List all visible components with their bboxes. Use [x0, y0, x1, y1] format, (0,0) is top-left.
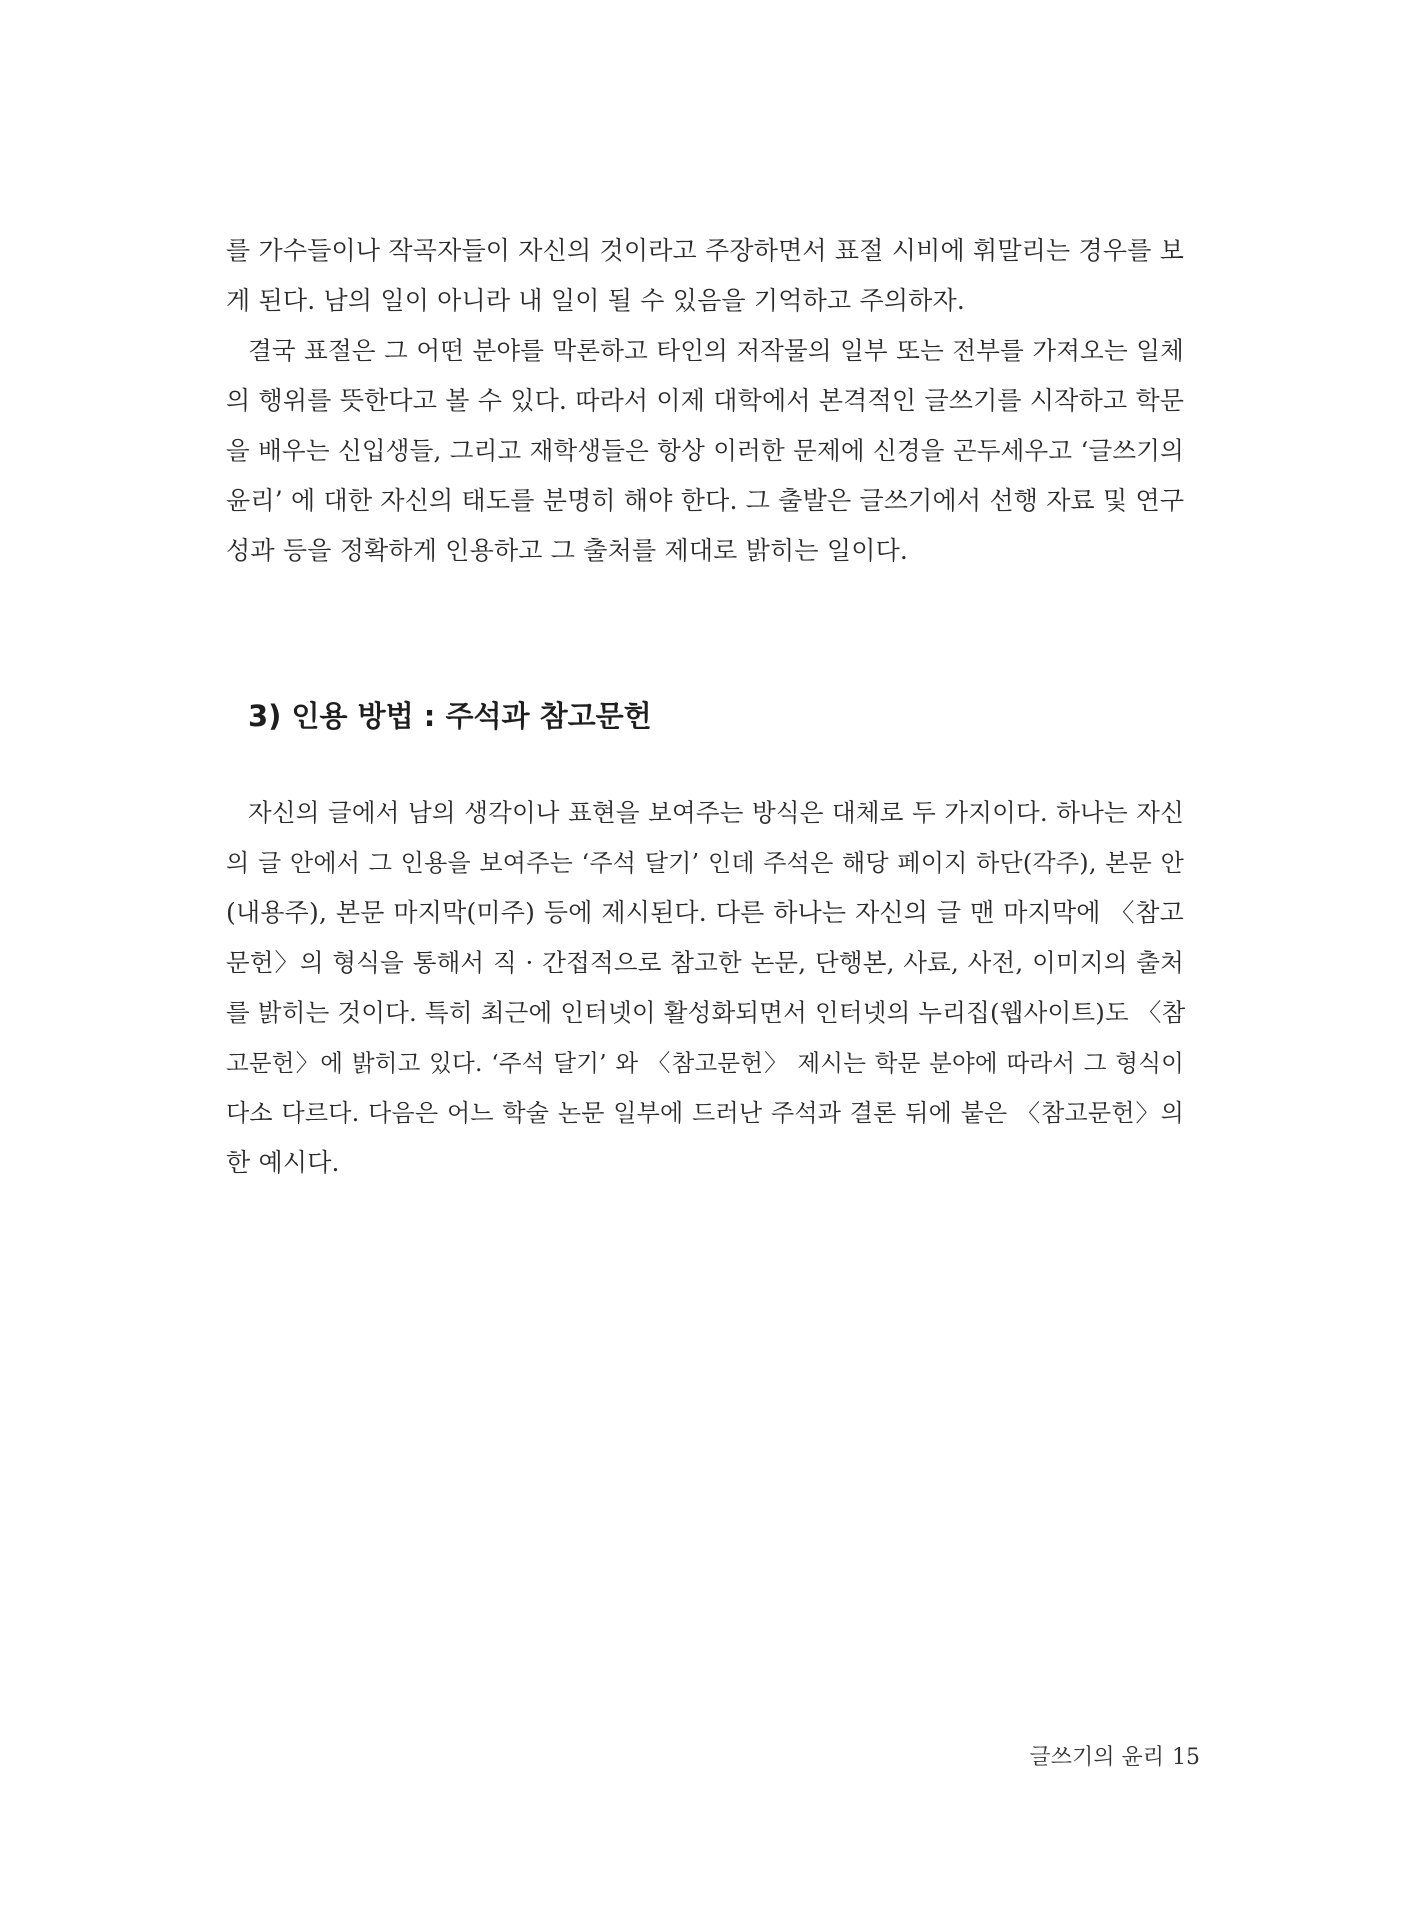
text-line: 다소 다르다. 다음은 어느 학술 논문 일부에 드러난 주석과 결론 뒤에 붙은 〈참고문헌〉의	[226, 1099, 1184, 1127]
page-footer	[1029, 1743, 1200, 1773]
text-line: 의 글 안에서 그 인용을 보여주는 ‘주석 달기’ 인데 주석은 해당 페이지 하단(각주), 본문 안	[226, 849, 1184, 877]
running-title: 글쓰기의 윤리	[1029, 1745, 1164, 1770]
text-line: 문헌〉의 형식을 통해서 직 · 간접적으로 참고한 논문, 단행본, 사료, 사전, 이미지의 출처	[226, 948, 1184, 977]
text-line: 한 예시다.	[226, 1148, 340, 1177]
text-line: 자신의 글에서 남의 생각이나 표현을 보여주는 방식은 대체로 두 가지이다. 하나는 자신	[248, 798, 1184, 827]
text-line: 성과 등을 정확하게 인용하고 그 출처를 제대로 밝히는 일이다.	[226, 536, 909, 565]
text-line: 를 밝히는 것이다. 특히 최근에 인터넷이 활성화되면서 인터넷의 누리집(웹사이트)도 〈참	[226, 998, 1186, 1027]
text-line: 의 행위를 뜻한다고 볼 수 있다. 따라서 이제 대학에서 본격적인 글쓰기를 시작하고 학문	[226, 386, 1185, 415]
text-line: 게 된다. 남의 일이 아니라 내 일이 될 수 있음을 기억하고 주의하자.	[226, 286, 966, 315]
text-line: 를 가수들이나 작곡자들이 자신의 것이라고 주장하면서 표절 시비에 휘말리는 경우를 보	[226, 236, 1185, 265]
text-line: 윤리’ 에 대한 자신의 태도를 분명히 해야 한다. 그 출발은 글쓰기에서 선행 자료 및 연구	[226, 486, 1185, 515]
page-number: 15	[1172, 1745, 1200, 1770]
text-line: 을 배우는 신입생들, 그리고 재학생들은 항상 이러한 문제에 신경을 곤두세우고 ‘글쓰기의	[226, 436, 1184, 465]
body-text-bottom	[226, 788, 1184, 1188]
text-line: (내용주), 본문 마지막(미주) 등에 제시된다. 다른 하나는 자신의 글 맨 마지막에 〈참고	[226, 898, 1184, 927]
section-heading: 3) 인용 방법 : 주석과 참고문헌	[248, 699, 652, 733]
body-text-top	[226, 226, 1184, 576]
text-line: 결국 표절은 그 어떤 분야를 막론하고 타인의 저작물의 일부 또는 전부를 가져오는 일체	[248, 336, 1184, 365]
text-line: 고문헌〉에 밝히고 있다. ‘주석 달기’ 와 〈참고문헌〉 제시는 학문 분야에 따라서 그 형식이	[226, 1049, 1184, 1077]
